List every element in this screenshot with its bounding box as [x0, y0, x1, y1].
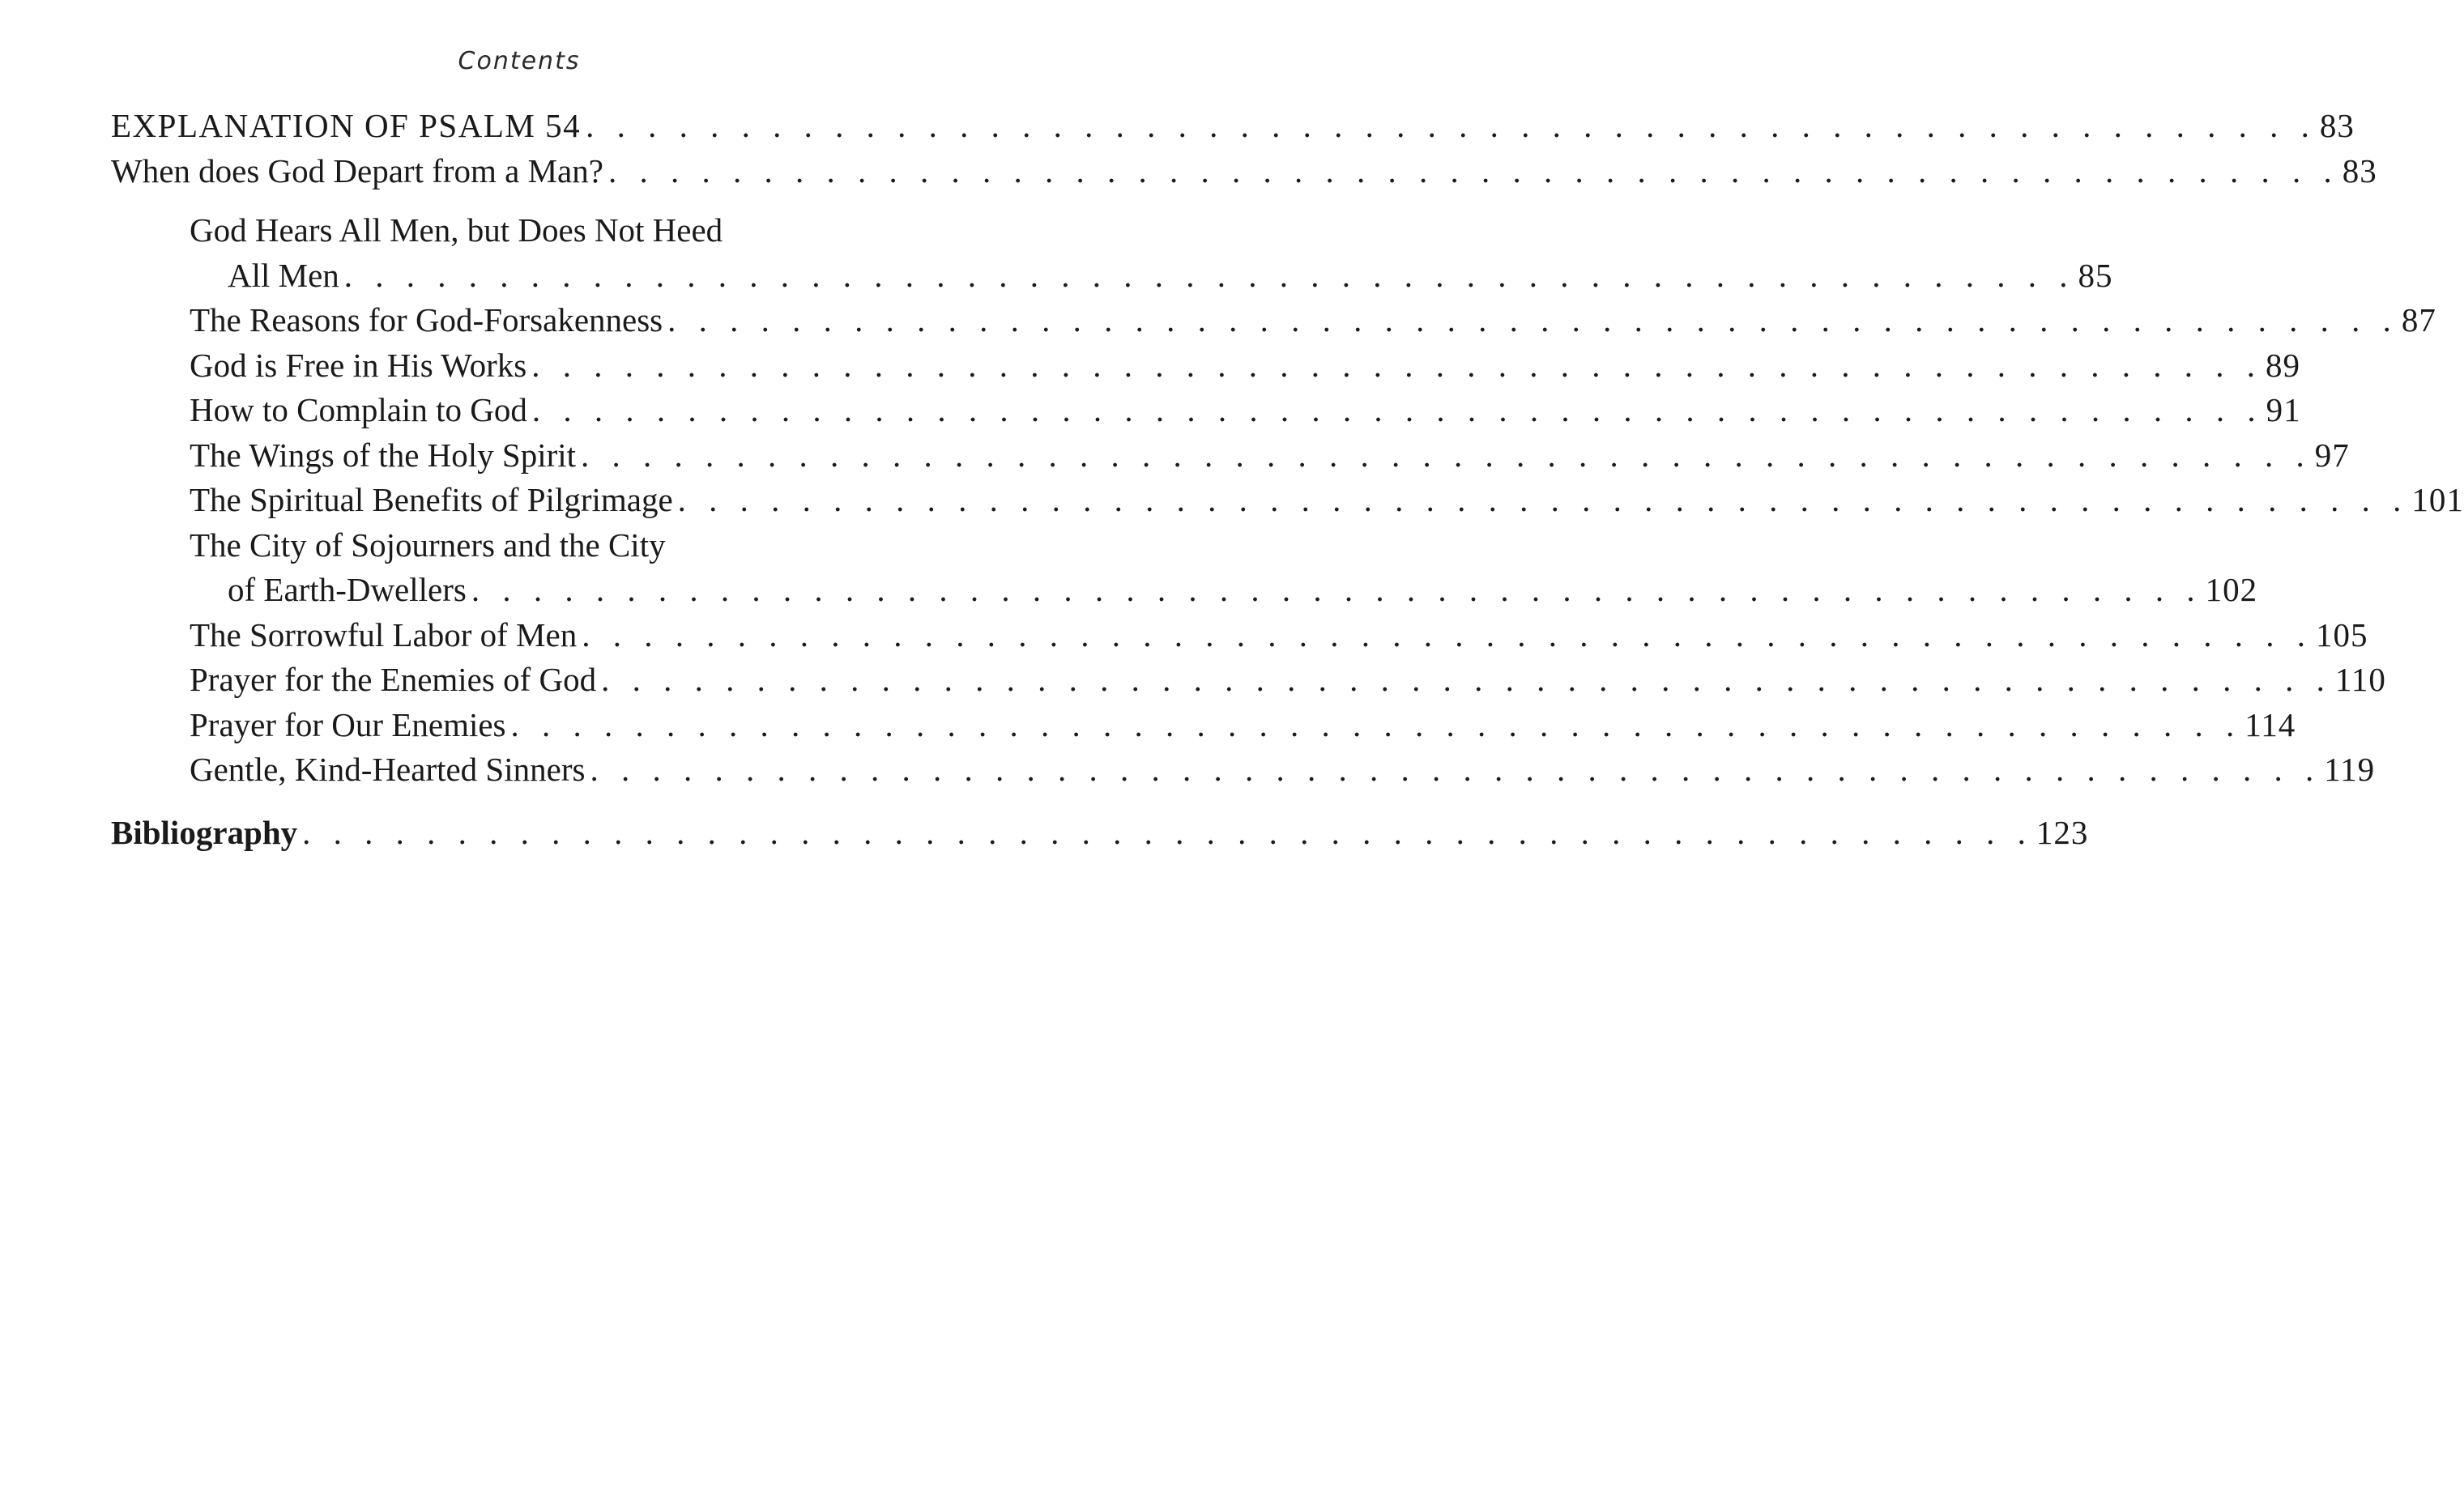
toc-entry-title: Bibliography — [111, 813, 298, 851]
dot-leader: . . . . . . . . . . . . . . . . . . . . . . . . . . . . . . . . . . . . . . . . . . . . . . . . . . . . . . . . — [586, 107, 2317, 144]
toc-entry-page: 83 — [2319, 107, 2355, 144]
toc-entry[interactable] — [111, 433, 2350, 479]
toc-entry[interactable] — [111, 478, 2464, 523]
toc-entry-page: 97 — [2314, 436, 2350, 474]
toc-entry-title: Prayer for the Enemies of God — [190, 661, 597, 698]
toc-entry-title: All Men — [228, 256, 339, 294]
dot-leader: . . . . . . . . . . . . . . . . . . . . . . . . . . . . . . . . . . . . . . . . . . . . . . . . . . . . . . . . — [343, 256, 2075, 294]
dot-leader: . . . . . . . . . . . . . . . . . . . . . . . . . . . . . . . . . . . . . . . . . . . . . . . . . . . . . . . . — [531, 346, 2262, 384]
toc-entry[interactable] — [111, 343, 2300, 389]
toc-entry-page: 110 — [2334, 661, 2386, 698]
toc-entry-title: The Spiritual Benefits of Pilgrimage — [190, 481, 673, 518]
dot-leader: . . . . . . . . . . . . . . . . . . . . . . . . . . . . . . . . . . . . . . . . . . . . . . . . . . . . . . . . — [601, 661, 2332, 698]
toc-entry-page: 83 — [2342, 151, 2377, 189]
toc-entry-page: 89 — [2265, 346, 2300, 384]
toc-entry-page: 91 — [2266, 391, 2301, 428]
toc-entry-title: Gentle, Kind-Hearted Sinners — [190, 751, 586, 788]
toc-entry[interactable] — [111, 298, 2436, 343]
toc-entry-page: 119 — [2324, 751, 2376, 788]
toc-entry-title: When does God Depart from a Man? — [111, 151, 603, 189]
dot-leader: . . . . . . . . . . . . . . . . . . . . . . . . . . . . . . . . . . . . . . . . . . . . . . . . . . . . . . . . — [590, 751, 2321, 788]
spacer — [111, 793, 970, 811]
toc-entry-section[interactable] — [111, 104, 2355, 149]
toc-entry[interactable] — [111, 658, 2386, 703]
dot-leader: . . . . . . . . . . . . . . . . . . . . . . . . . . . . . . . . . . . . . . . . . . . . . . . . . . . . . . . . — [510, 705, 2242, 743]
table-of-contents — [111, 104, 2464, 855]
toc-entry-chapter[interactable] — [111, 149, 2377, 194]
toc-entry[interactable] — [111, 568, 2258, 613]
toc-entry-page: 85 — [2078, 256, 2113, 294]
dot-leader: . . . . . . . . . . . . . . . . . . . . . . . . . . . . . . . . . . . . . . . . . . . . . . . . . . . . . . . . — [582, 615, 2313, 653]
dot-leader: . . . . . . . . . . . . . . . . . . . . . . . . . . . . . . . . . . . . . . . . . . . . . . . . . . . . . . . . — [471, 571, 2202, 608]
toc-entry-title: How to Complain to God — [190, 391, 527, 428]
toc-entry-page: 114 — [2244, 705, 2296, 743]
dot-leader: . . . . . . . . . . . . . . . . . . . . . . . . . . . . . . . . . . . . . . . . . . . . . . . . . . . . . . . . — [531, 391, 2263, 428]
dot-leader: . . . . . . . . . . . . . . . . . . . . . . . . . . . . . . . . . . . . . . . . . . . . . . . . . . . . . . . . — [302, 813, 2033, 851]
toc-entry-page: 105 — [2315, 615, 2368, 653]
toc-entry-title-line1[interactable]: The City of Sojourners and the City — [190, 526, 666, 564]
toc-entry-title: The Wings of the Holy Spirit — [190, 436, 577, 474]
toc-entry-page: 102 — [2205, 571, 2258, 608]
toc-entry-title-line1[interactable]: God Hears All Men, but Does Not Heed — [190, 211, 723, 249]
toc-entry-title: of Earth-Dwellers — [228, 571, 467, 608]
toc-entry[interactable] — [111, 747, 2376, 793]
toc-entry[interactable] — [111, 613, 2368, 658]
toc-entry-title: EXPLANATION OF PSALM 54 — [111, 107, 582, 144]
dot-leader: . . . . . . . . . . . . . . . . . . . . . . . . . . . . . . . . . . . . . . . . . . . . . . . . . . . . . . . . — [667, 301, 2398, 338]
toc-entry-title: Prayer for Our Enemies — [190, 705, 506, 743]
toc-entry[interactable] — [111, 253, 2113, 299]
dot-leader: . . . . . . . . . . . . . . . . . . . . . . . . . . . . . . . . . . . . . . . . . . . . . . . . . . . . . . . . — [677, 481, 2409, 518]
toc-entry-bibliography[interactable] — [111, 811, 2089, 856]
toc-entry[interactable] — [111, 703, 2296, 748]
toc-entry-title: God is Free in His Works — [190, 346, 527, 384]
toc-entry-title: The Reasons for God-Forsakenness — [190, 301, 663, 338]
running-head: Contents — [458, 47, 581, 75]
toc-entry[interactable] — [111, 388, 2301, 433]
toc-entry-page: 101 — [2411, 481, 2464, 518]
toc-entry-page: 87 — [2401, 301, 2436, 338]
dot-leader: . . . . . . . . . . . . . . . . . . . . . . . . . . . . . . . . . . . . . . . . . . . . . . . . . . . . . . . . — [607, 151, 2339, 189]
toc-entry-page: 123 — [2036, 813, 2089, 851]
spacer — [111, 194, 970, 208]
toc-entry-title: The Sorrowful Labor of Men — [190, 615, 578, 653]
dot-leader: . . . . . . . . . . . . . . . . . . . . . . . . . . . . . . . . . . . . . . . . . . . . . . . . . . . . . . . . — [581, 436, 2312, 474]
